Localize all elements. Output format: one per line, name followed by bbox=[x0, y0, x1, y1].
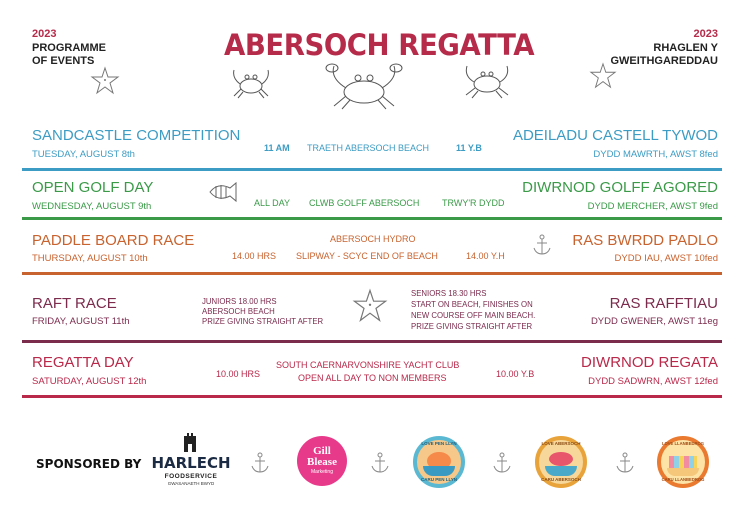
gill-line2: Blease bbox=[307, 456, 337, 468]
event-date-cy: DYDD MERCHER, AWST 9fed bbox=[587, 201, 718, 212]
love-pen-llyn-logo bbox=[413, 436, 465, 488]
event-title-en: REGATTA DAY bbox=[32, 354, 134, 371]
seniors-line: NEW COURSE OFF MAIN BEACH. bbox=[411, 311, 536, 320]
event-time-en: ALL DAY bbox=[254, 198, 291, 208]
anchor-icon bbox=[370, 452, 390, 474]
crab-icon bbox=[318, 62, 410, 110]
event-time-cy: 11 Y.B bbox=[456, 143, 482, 153]
event-time-cy: 10.00 Y.B bbox=[496, 369, 535, 379]
harlech-sub: FOODSERVICE bbox=[164, 473, 218, 480]
juniors-line: JUNIORS 18.00 HRS bbox=[202, 297, 277, 306]
starfish-icon bbox=[90, 66, 120, 96]
starfish-icon bbox=[352, 288, 388, 324]
gill-blease-logo bbox=[297, 436, 347, 486]
event-title-cy: DIWRNOD REGATA bbox=[581, 354, 718, 371]
event-time-en: 14.00 HRS bbox=[232, 251, 277, 261]
event-title-cy: DIWRNOD GOLFF AGORED bbox=[522, 179, 718, 196]
love-abersoch-text: LOVE ABERSOCH bbox=[541, 441, 581, 446]
event-time-en: 11 AM bbox=[264, 143, 290, 153]
right-year: 2023 bbox=[693, 28, 718, 40]
seniors-line: PRIZE GIVING STRAIGHT AFTER bbox=[411, 322, 533, 331]
love-pen-llyn-text: LOVE PEN LLYN bbox=[421, 441, 457, 446]
juniors-line: PRIZE GIVING STRAIGHT AFTER bbox=[202, 317, 324, 326]
harlech-logo bbox=[150, 432, 232, 498]
heart-icon bbox=[549, 452, 573, 466]
event-date-cy: DYDD SADWRN, AWST 12fed bbox=[588, 376, 718, 387]
harlech-sub2: GWASANAETH BWYD bbox=[167, 481, 215, 486]
love-llanbedrog-cy: CARU LLANBEDROG bbox=[661, 477, 705, 482]
event-divider bbox=[22, 217, 722, 220]
event-title-en: PADDLE BOARD RACE bbox=[32, 232, 195, 249]
event-title-en: RAFT RACE bbox=[32, 295, 117, 312]
anchor-icon bbox=[615, 452, 635, 474]
page-title: ABERSOCH REGATTA bbox=[224, 28, 535, 62]
left-subtitle-line2: OF EVENTS bbox=[32, 55, 95, 67]
starfish-icon bbox=[589, 62, 617, 90]
left-subtitle-line1: PROGRAMME bbox=[32, 42, 106, 54]
seniors-line: SENIORS 18.30 HRS bbox=[411, 289, 487, 298]
event-date-cy: DYDD MAWRTH, AWST 8fed bbox=[593, 149, 718, 160]
event-divider bbox=[22, 340, 722, 343]
crab-icon bbox=[228, 66, 274, 100]
event-location-top: ABERSOCH HYDRO bbox=[330, 234, 416, 244]
beach-huts-icon bbox=[669, 456, 697, 468]
seniors-line: START ON BEACH, FINISHES ON bbox=[411, 300, 533, 309]
event-time-cy: TRWY'R DYDD bbox=[442, 198, 505, 208]
love-llanbedrog-logo bbox=[657, 436, 709, 488]
harlech-name: HARLECH bbox=[151, 454, 231, 472]
love-abersoch-cy: CARU ABERSOCH bbox=[541, 477, 581, 482]
event-title-en: OPEN GOLF DAY bbox=[32, 179, 154, 196]
event-location: TRAETH ABERSOCH BEACH bbox=[307, 143, 430, 153]
event-date-cy: DYDD IAU, AWST 10fed bbox=[614, 253, 718, 264]
anchor-icon bbox=[250, 452, 270, 474]
sponsors-label: SPONSORED BY bbox=[36, 457, 142, 471]
event-date-en: TUESDAY, AUGUST 8th bbox=[32, 149, 135, 160]
anchor-icon bbox=[492, 452, 512, 474]
right-subtitle-line1: RHAGLEN Y bbox=[653, 42, 718, 54]
love-llanbedrog-text: LOVE LLANBEDROG bbox=[661, 441, 705, 446]
left-year: 2023 bbox=[32, 28, 57, 40]
event-title-cy: RAS RAFFTIAU bbox=[609, 295, 718, 312]
castle-icon bbox=[182, 432, 198, 452]
event-title-cy: RAS BWRDD PADLO bbox=[572, 232, 718, 249]
gill-line1: Gill bbox=[313, 445, 331, 457]
event-date-en: FRIDAY, AUGUST 11th bbox=[32, 316, 130, 327]
event-date-en: SATURDAY, AUGUST 12th bbox=[32, 376, 147, 387]
event-divider bbox=[22, 272, 722, 275]
event-location: SLIPWAY - SCYC END OF BEACH bbox=[296, 251, 438, 261]
anchor-icon bbox=[532, 234, 552, 256]
event-divider bbox=[22, 168, 722, 171]
event-divider bbox=[22, 395, 722, 398]
event-title-cy: ADEILADU CASTELL TYWOD bbox=[512, 127, 718, 144]
wave-icon bbox=[423, 466, 455, 476]
event-location-note: OPEN ALL DAY TO NON MEMBERS bbox=[298, 373, 447, 383]
event-title-en: SANDCASTLE COMPETITION bbox=[32, 127, 241, 144]
crab-icon bbox=[458, 62, 516, 100]
gill-line3: Marketing bbox=[311, 469, 333, 475]
love-abersoch-logo bbox=[535, 436, 587, 488]
event-date-cy: DYDD GWENER, AWST 11eg bbox=[590, 316, 718, 327]
love-pen-llyn-cy: CARU PEN LLYN bbox=[420, 477, 458, 482]
event-location: SOUTH CAERNARVONSHIRE YACHT CLUB bbox=[276, 360, 460, 370]
wave-icon bbox=[545, 466, 577, 476]
juniors-line: ABERSOCH BEACH bbox=[202, 307, 275, 316]
event-time-en: 10.00 HRS bbox=[216, 369, 261, 379]
right-subtitle-line2: GWEITHGAREDDAU bbox=[610, 55, 718, 67]
event-location: CLWB GOLFF ABERSOCH bbox=[309, 198, 420, 208]
event-date-en: WEDNESDAY, AUGUST 9th bbox=[32, 201, 152, 212]
fish-icon bbox=[206, 180, 240, 204]
event-date-en: THURSDAY, AUGUST 10th bbox=[32, 253, 148, 264]
sand-icon bbox=[667, 468, 699, 476]
event-time-cy: 14.00 Y.H bbox=[466, 251, 505, 261]
